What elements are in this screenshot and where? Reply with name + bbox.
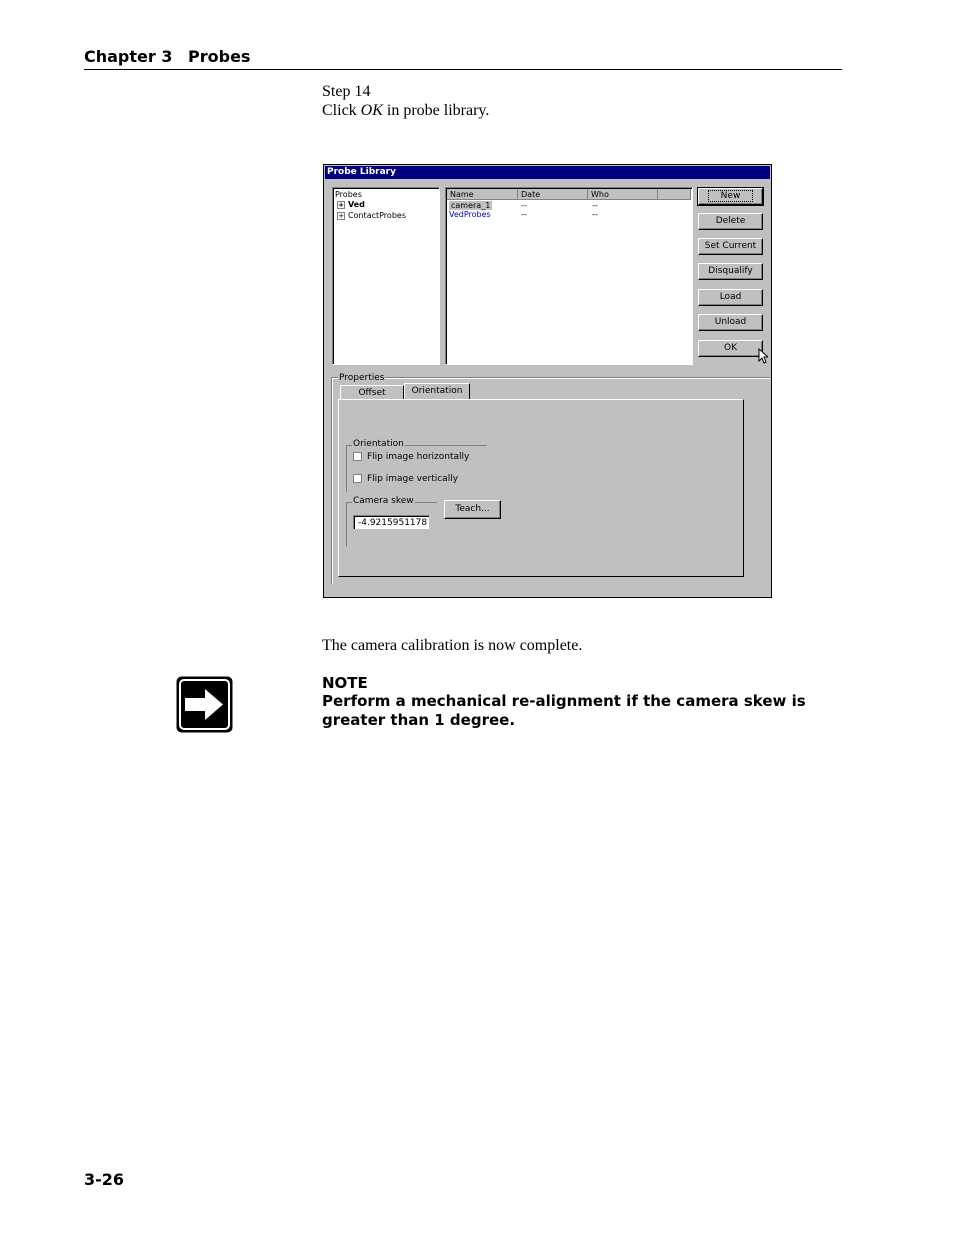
- tree-item-contactprobes[interactable]: [337, 211, 406, 220]
- list-item-who: --: [592, 210, 598, 219]
- column-date[interactable]: Date: [518, 189, 588, 200]
- tree-root[interactable]: Probes: [335, 190, 362, 199]
- note-title: NOTE: [322, 674, 368, 692]
- column-filler: [658, 189, 691, 200]
- list-item-date: --: [521, 210, 527, 219]
- tab-offset[interactable]: Offset: [340, 385, 404, 400]
- properties-label: Properties: [339, 373, 385, 383]
- probe-list[interactable]: [445, 187, 693, 365]
- tab-orientation[interactable]: Orientation: [404, 383, 470, 400]
- probe-library-dialog: [323, 164, 772, 598]
- load-button[interactable]: Load: [698, 289, 763, 306]
- delete-button[interactable]: Delete: [698, 213, 763, 230]
- step-post: in probe library.: [386, 102, 490, 119]
- new-button[interactable]: [698, 188, 763, 205]
- section-label: Probes: [188, 47, 251, 66]
- page-number: 3-26: [84, 1170, 125, 1189]
- disqualify-button[interactable]: Disqualify: [698, 263, 763, 280]
- flip-vertical-label: Flip image vertically: [367, 474, 459, 484]
- expand-icon[interactable]: +: [338, 211, 344, 220]
- flip-horizontal-checkbox[interactable]: [353, 452, 469, 462]
- step-instruction: [322, 82, 489, 120]
- step-text: [322, 101, 489, 120]
- list-item-date: --: [521, 201, 527, 210]
- chapter-header: [84, 46, 842, 70]
- mouse-pointer-icon: [758, 348, 768, 364]
- ok-button[interactable]: OK: [698, 340, 763, 357]
- flip-horizontal-label: Flip image horizontally: [367, 452, 470, 462]
- teach-button[interactable]: Teach...: [444, 500, 501, 519]
- list-item-camera[interactable]: camera_1: [451, 201, 491, 210]
- column-name[interactable]: Name: [447, 189, 518, 200]
- chapter-label: Chapter 3: [84, 47, 173, 66]
- probe-tree[interactable]: [332, 187, 440, 365]
- step-number: Step 14: [322, 83, 371, 100]
- orientation-group-label: Orientation: [353, 439, 404, 449]
- step-pre: Click: [322, 102, 357, 119]
- camera-skew-input[interactable]: -4.9215951178: [353, 515, 429, 529]
- arrow-right-icon: [175, 675, 234, 734]
- step-target: OK: [360, 102, 383, 119]
- expand-icon[interactable]: +: [338, 200, 344, 209]
- tree-item-label: Ved: [348, 200, 365, 209]
- checkbox-icon[interactable]: [353, 474, 362, 483]
- camera-skew-label: Camera skew: [353, 496, 414, 506]
- dialog-title: Probe Library: [325, 166, 770, 179]
- checkbox-icon[interactable]: [353, 452, 362, 461]
- tree-item-ved[interactable]: [337, 200, 365, 209]
- set-current-button[interactable]: Set Current: [698, 238, 763, 255]
- unload-button[interactable]: Unload: [698, 314, 763, 331]
- column-who[interactable]: Who: [588, 189, 658, 200]
- list-item-vedprobes[interactable]: VedProbes: [449, 210, 491, 219]
- new-button-label: New: [708, 190, 754, 202]
- flip-vertical-checkbox[interactable]: [353, 474, 458, 484]
- tree-item-label: ContactProbes: [348, 211, 406, 220]
- list-item-who: --: [592, 201, 598, 210]
- note-text: Perform a mechanical re-alignment if the camera skew is greater than 1 degree.: [322, 692, 806, 729]
- completion-text: The camera calibration is now complete.: [322, 637, 583, 654]
